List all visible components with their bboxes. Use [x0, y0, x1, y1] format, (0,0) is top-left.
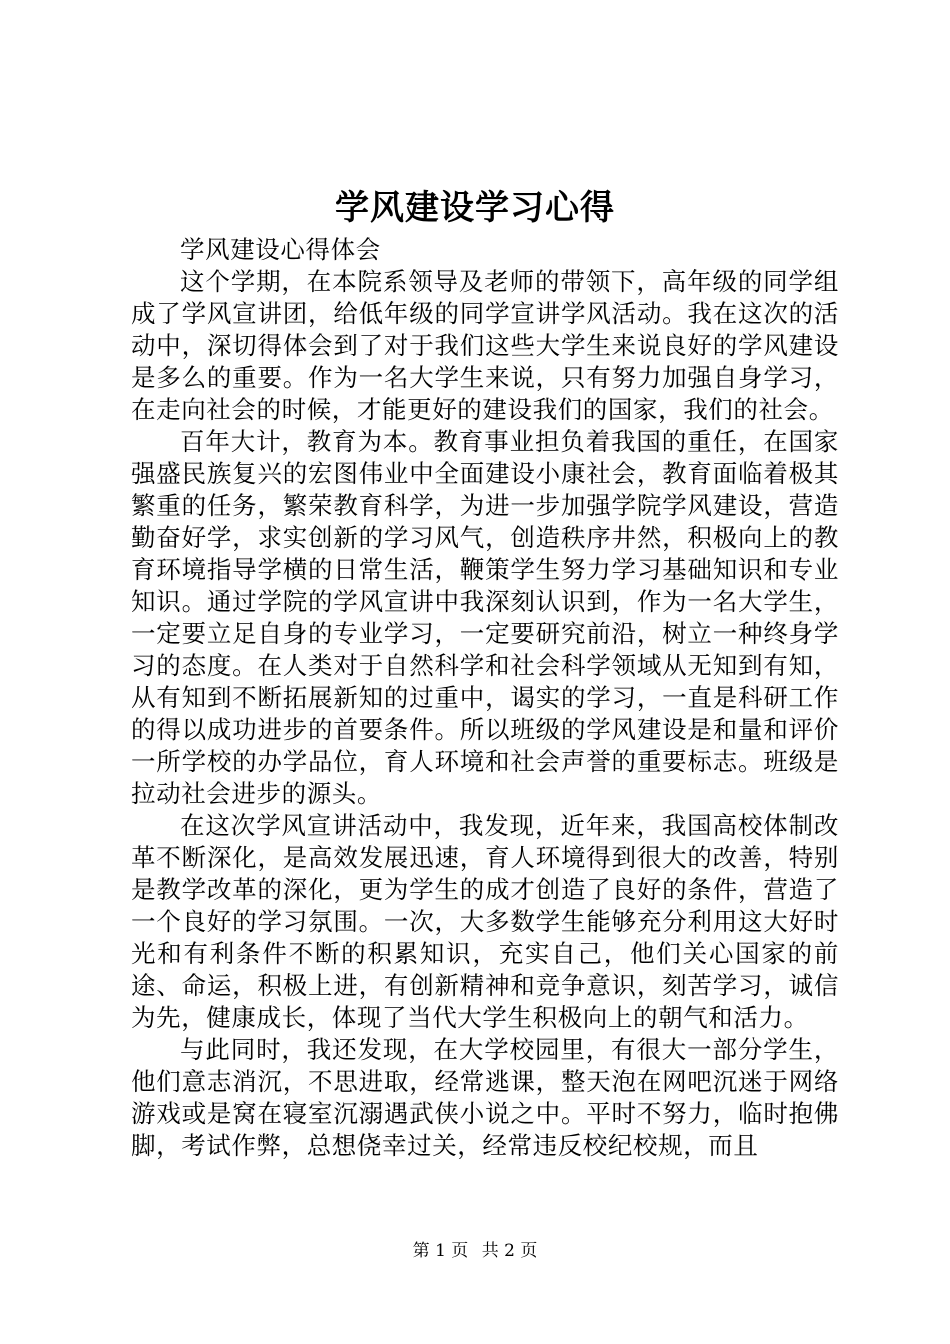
page-number-current: 第 1 页: [412, 1241, 469, 1261]
paragraph-2: 百年大计，教育为本。教育事业担负着我国的重任，在国家强盛民族复兴的宏图伟业中全面建设小康社会，教育面临着极其繁重的任务，繁荣教育科学，为进一步加强学院学风建设，营造勤奋好学，求实创新的学习风气，创造秩序井然，积极向上的教育环境指导学横的日常生活，鞭策学生努力学习基础知识和专业知识。通过学院的学风宣讲中我深刻认识到，作为一名大学生，一定要立足自身的专业学习，一定要研究前沿，树立一种终身学习的态度。在人类对于自然科学和社会科学领域从无知到有知，从有知到不断拓展新知的过重中，谒实的学习，一直是科研工作的得以成功进步的首要条件。所以班级的学风建设是和量和评价一所学校的办学品位，育人环境和社会声誉的重要标志。班级是拉动社会进步的源头。: [131, 427, 839, 808]
paragraph-1: 这个学期，在本院系领导及老师的带领下，高年级的同学组成了学风宣讲团，给低年级的同学宣讲学风活动。我在这次的活动中，深切得体会到了对于我们这些大学生来说良好的学风建设是多么的重要。作为一名大学生来说，只有努力加强自身学习，在走向社会的时候，才能更好的建设我们的国家，我们的社会。: [131, 267, 839, 424]
document-subtitle: 学风建设心得体会: [180, 235, 381, 264]
page-number-total: 共 2 页: [481, 1241, 538, 1261]
document-title: 学风建设学习心得: [335, 188, 615, 228]
paragraph-4: 与此同时，我还发现，在大学校园里，有很大一部分学生，他们意志消沉，不思进取，经常逃课，整天泡在网吧沉迷于网络游戏或是窝在寝室沉溺遇武侠小说之中。平时不努力，临时抱佛脚，考试作弊，总想侥幸过关，经常违反校纪校规，而且: [131, 1035, 839, 1160]
document-body: [131, 234, 839, 1162]
paragraph-3: 在这次学风宣讲活动中，我发现，近年来，我国高校体制改革不断深化，是高效发展迅速，育人环境得到很大的改善，特别是教学改革的深化，更为学生的成才创造了良好的条件，营造了一个良好的学习氛围。一次，大多数学生能够充分利用这大好时光和有利条件不断的积累知识，充实自己，他们关心国家的前途、命运，积极上进，有创新精神和竞争意识，刻苦学习，诚信为先，健康成长，体现了当代大学生积极向上的朝气和活力。: [131, 811, 839, 1032]
page-footer: [0, 1240, 950, 1262]
